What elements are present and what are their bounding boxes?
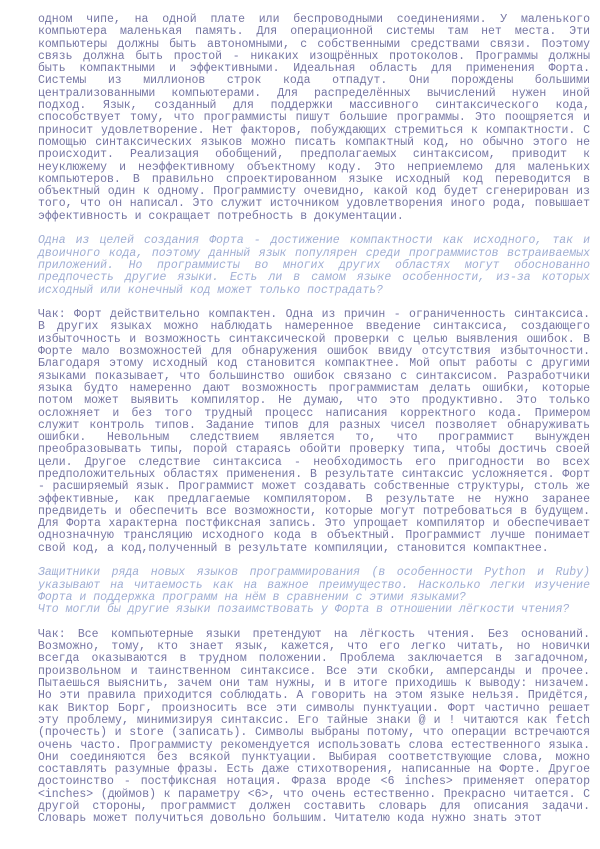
paragraph-question-readability: Защитники ряда новых языков программирования (в особенности Python и Ruby) указывают на читаемость как на важное преимущество. Насколько легки изучение Форта и поддержка программ на нём в сравнении с этими языками? Что могли бы другие языки позаимствовать у Форта в отношении лёгкости чтения? [38, 566, 590, 617]
paragraph-question-compactness: Одна из целей создания Форта - достижение компактности как исходного, так и двоичного кода, поэтому данный язык популярен среди программистов встраиваемых приложений. Но программисты во многих других областях могут обоснованно предпочесть другие языки. Есть ли в самом языке особенности, из-за которых исходный или конечный код может только пострадать? [38, 234, 590, 297]
paragraph-answer-readability: Чак: Все компьютерные языки претендуют на лёгкость чтения. Без оснований. Возможно, тому, кто знает язык, кажется, что его легко читать, но новички всегда оказываются в трудном положении. Проблема заключается в загадочном, произвольном и таинственном синтаксисе. Все эти скобки, амперсанды и прочее. Пытаешься выяснить, зачем они там нужны, и в итоге приходишь к выводу: низачем. Но эти правила приходится соблюдать. А говорить на этом языке нельзя. Придётся, как Виктор Борг, произносить все эти символы пунктуации. Форт частично решает эту проблему, минимизируя синтаксис. Его тайные знаки @ и ! читаются как fetch (прочесть) и store (записать). Символы выбраны потому, что операции встречаются очень часто. Программисту рекомендуется использовать слова естественного языка. Они соединяются без всякой пунктуации. Выбирая соответствующие слова, можно составлять разумные фразы. Есть даже стихотворения, написанные на Форте. Другое достоинство - постфиксная нотация. Фраза вроде <6 inches> применяет оператор <inches> (дюймов) к параметру <6>, что очень естественно. Прекрасно читается. С другой стороны, программист должен составить словарь для описания задачи. Словарь может получиться довольно большим. Читателю кода нужно знать этот [38, 627, 590, 826]
paragraph-answer-forth-compact: Чак: Форт действительно компактен. Одна из причин - ограниченность синтаксиса. В других языках можно наблюдать намеренное введение синтаксиса, создающего избыточность и возможность синтаксической проверки с целью выявления ошибок. В Форте мало возможностей для обнаружения ошибок ввиду отсутствия избыточности. Благодаря этому исходный код становится компактнее. Мой опыт работы с другими языками показывает, что большинство ошибок связано с синтаксисом. Разработчики языка будто намеренно дают возможность программистам делать ошибки, которые потом может выявить компилятор. Не думаю, что это продуктивно. Это только осложняет и без того трудный процесс написания корректного кода. Примером служит контроль типов. Задание типов для разных чисел позволяет обнаруживать ошибки. Невольным следствием является то, что программист вынужден преобразовывать типы, порой стараясь обойти проверку типа, чтобы достичь своей цели. Другое следствие синтаксиса - необходимость его пригодности во всех предположительных областях применения. В результате синтаксис усложняется. Форт - расширяемый язык. Программист может создавать собственные структуры, столь же эффективные, как предлагаемые компилятором. В результате не нужно заранее предвидеть и обеспечить все возможности, которые могут потребоваться в будущем. Для Форта характерна постфиксная запись. Это упрощает компилятор и обеспечивает однозначную трансляцию исходного кода в объектный. Программист лучше понимает свой код, а код,полученный в результате компиляции, становится компактнее. [38, 308, 590, 555]
paragraph-answer-small-computers: одном чипе, на одной плате или беспроводными соединениями. У маленького компьютера маленькая память. Для операционной системы там нет места. Эти компьютеры должны быть автономными, с собственными средствами связи. Поэтому связь должна быть простой - никаких изощрённых протоколов. Программы должны быть компактными и эффективными. Идеальная область для применения Форта. Системы из миллионов строк кода отпадут. Они порождены большими централизованными компьютерами. Для распределённых вычислений нужен иной подход. Язык, созданный для поддержки массивного синтаксического кода, способствует тому, что программисты пишут большие программы. Это поощряется и приносит удовлетворение. Нет факторов, побуждающих стремиться к компактности. С помощью синтаксических языков можно писать компактный код, но обычно этого не происходит. Реализация обобщений, предполагаемых синтаксисом, приводит к неуклюжему и неэффективному объектному коду. Это неприемлемо для маленьких компьютеров. В правильно спроектированном языке исходный код переводится в объектный один к одному. Программисту очевидно, какой код будет сгенерирован из того, что он написал. Это служит источником удовлетворения иного рода, повышает эффективность и сокращает потребность в документации. [38, 13, 590, 223]
text-column [38, 14, 590, 826]
